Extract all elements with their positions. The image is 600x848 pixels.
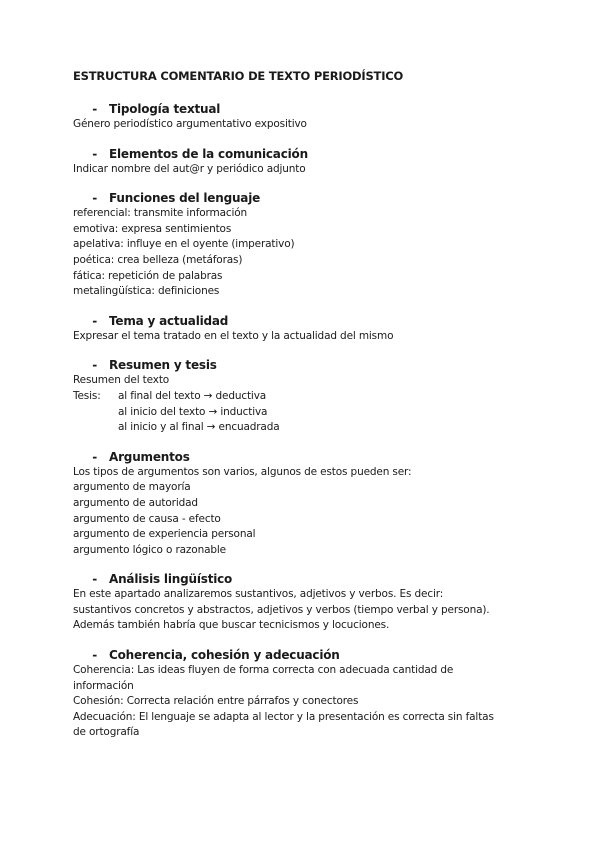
body-line: fática: repetición de palabras <box>73 269 223 282</box>
section-funciones <box>73 190 543 300</box>
tesis-row <box>73 405 543 421</box>
bullet-dash: - <box>92 146 97 161</box>
body-line: Resumen del texto <box>73 374 170 387</box>
tesis-row <box>73 389 543 405</box>
section-elementos <box>73 146 543 178</box>
body-line: de ortografía <box>73 726 140 739</box>
heading-text: Coherencia, cohesión y adecuación <box>109 648 340 663</box>
body-line: Los tipos de argumentos son varios, algunos de estos pueden ser: <box>73 465 412 478</box>
body-line: argumento de mayoría <box>73 481 191 494</box>
body-line: información <box>73 679 134 692</box>
section-heading <box>73 647 543 663</box>
tesis-label: Tesis: <box>73 389 101 402</box>
body-line: Coherencia: Las ideas fluyen de forma correcta con adecuada cantidad de <box>73 664 454 677</box>
tesis-row <box>73 420 543 436</box>
body-line: argumento de causa - efecto <box>73 512 221 525</box>
tesis-item: al inicio del texto → inductiva <box>118 405 268 418</box>
body-line: Género periodístico argumentativo expositivo <box>73 118 307 130</box>
bullet-dash: - <box>92 572 97 587</box>
body-line: emotiva: expresa sentimientos <box>73 222 232 235</box>
body-line: Además también habría que buscar tecnicismos y locuciones. <box>73 619 390 632</box>
section-coherencia <box>73 647 543 741</box>
body-line: Cohesión: Correcta relación entre párrafos y conectores <box>73 695 359 708</box>
body-line: sustantivos concretos y abstractos, adjetivos y verbos (tiempo verbal y persona). <box>73 603 490 616</box>
body-line: argumento lógico o razonable <box>73 543 226 556</box>
bullet-dash: - <box>92 313 97 328</box>
body-line: argumento de autoridad <box>73 496 198 509</box>
section-heading <box>73 357 543 373</box>
body-line: poética: crea belleza (metáforas) <box>73 253 243 266</box>
tesis-item: al inicio y al final → encuadrada <box>118 421 280 434</box>
section-heading <box>73 571 543 587</box>
heading-text: Argumentos <box>109 449 190 464</box>
body-line: Adecuación: El lenguaje se adapta al lector y la presentación es correcta sin faltas <box>73 710 494 723</box>
section-argumentos <box>73 449 543 559</box>
heading-text: Funciones del lenguaje <box>109 191 261 206</box>
section-tipologia <box>73 101 543 133</box>
bullet-dash: - <box>92 648 97 663</box>
heading-text: Elementos de la comunicación <box>109 146 308 161</box>
body-line: argumento de experiencia personal <box>73 528 256 541</box>
section-analisis <box>73 571 543 634</box>
body-line: Expresar el tema tratado en el texto y la actualidad del mismo <box>73 329 394 342</box>
document-title: ESTRUCTURA COMENTARIO DE TEXTO PERIODÍSTICO <box>73 69 404 83</box>
section-heading <box>73 101 543 117</box>
section-resumen <box>73 357 543 435</box>
bullet-dash: - <box>92 102 97 116</box>
heading-text: Resumen y tesis <box>109 358 217 373</box>
body-line: apelativa: influye en el oyente (imperativo) <box>73 238 295 251</box>
section-heading <box>73 449 543 465</box>
body-line: Indicar nombre del aut@r y periódico adjunto <box>73 162 306 175</box>
document-page <box>73 68 543 754</box>
bullet-dash: - <box>92 358 97 373</box>
heading-text: Análisis lingüístico <box>109 572 233 587</box>
bullet-dash: - <box>92 191 97 206</box>
body-line: En este apartado analizaremos sustantivos, adjetivos y verbos. Es decir: <box>73 588 444 601</box>
section-heading <box>73 146 543 162</box>
section-tema <box>73 313 543 345</box>
heading-text: Tema y actualidad <box>109 313 229 328</box>
body-line: metalingüística: definiciones <box>73 285 220 298</box>
section-heading <box>73 313 543 329</box>
body-line: referencial: transmite información <box>73 207 248 220</box>
tesis-item: al final del texto → deductiva <box>118 389 267 402</box>
section-heading <box>73 190 543 206</box>
heading-text: Tipología textual <box>109 102 221 116</box>
bullet-dash: - <box>92 449 97 464</box>
